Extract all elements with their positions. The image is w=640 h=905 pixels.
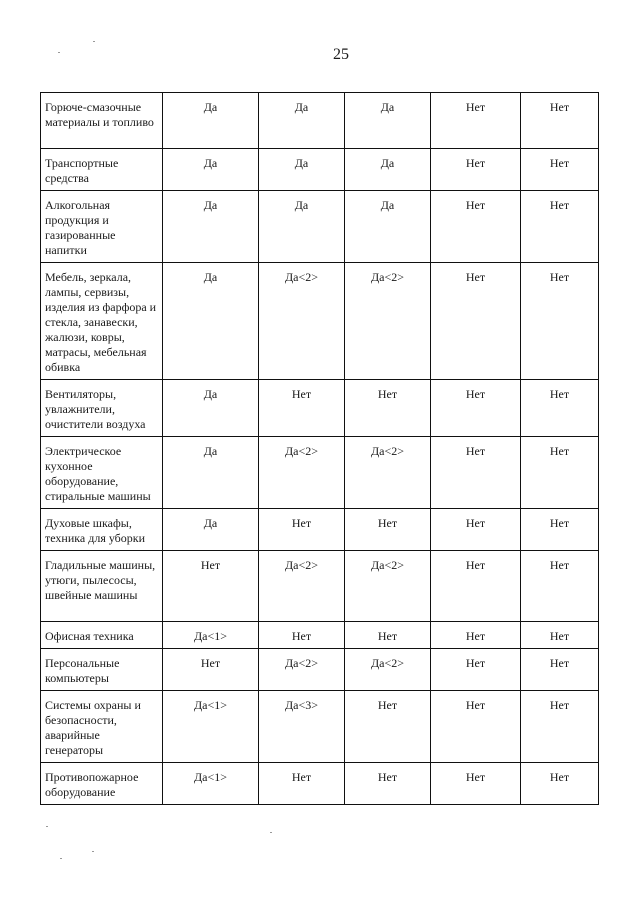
scan-speck xyxy=(58,52,60,53)
row-value: Да xyxy=(163,93,259,149)
row-value: Да<1> xyxy=(163,763,259,805)
row-value: Нет xyxy=(259,509,345,551)
row-value: Нет xyxy=(521,93,599,149)
table-row xyxy=(41,763,599,805)
row-value: Да xyxy=(163,380,259,437)
table-row xyxy=(41,149,599,191)
row-value: Нет xyxy=(431,93,521,149)
row-value: Нет xyxy=(521,191,599,263)
row-value: Нет xyxy=(431,622,521,649)
row-value: Нет xyxy=(521,551,599,622)
row-value: Нет xyxy=(521,763,599,805)
row-category: Алкогольная продукция и газированные напитки xyxy=(41,191,163,263)
row-value: Да xyxy=(163,263,259,380)
row-category: Горюче-смазочные материалы и топливо xyxy=(41,93,163,149)
scan-speck xyxy=(60,858,62,859)
row-value: Да xyxy=(259,149,345,191)
row-value: Да<2> xyxy=(345,649,431,691)
row-value: Да<2> xyxy=(259,263,345,380)
row-value: Да xyxy=(345,149,431,191)
row-value: Нет xyxy=(431,763,521,805)
row-value: Нет xyxy=(521,149,599,191)
row-value: Да xyxy=(163,149,259,191)
row-value: Да xyxy=(163,191,259,263)
row-value: Нет xyxy=(163,649,259,691)
row-value: Нет xyxy=(259,622,345,649)
row-value: Нет xyxy=(345,509,431,551)
row-value: Да<1> xyxy=(163,691,259,763)
row-value: Да xyxy=(163,509,259,551)
row-value: Нет xyxy=(345,763,431,805)
row-category: Духовые шкафы, техника для уборки xyxy=(41,509,163,551)
table-body xyxy=(41,93,599,805)
row-value: Да<3> xyxy=(259,691,345,763)
row-value: Да<2> xyxy=(345,551,431,622)
row-category: Вентиляторы, увлажнители, очистители воздуха xyxy=(41,380,163,437)
row-category: Системы охраны и безопасности, аварийные генераторы xyxy=(41,691,163,763)
row-category: Противопожарное оборудование xyxy=(41,763,163,805)
row-value: Нет xyxy=(431,509,521,551)
row-value: Нет xyxy=(521,380,599,437)
row-value: Да<2> xyxy=(345,437,431,509)
scan-speck xyxy=(270,832,272,833)
row-value: Да<2> xyxy=(259,551,345,622)
row-category: Персональные компьютеры xyxy=(41,649,163,691)
page-number: 25 xyxy=(333,46,349,63)
row-category: Офисная техника xyxy=(41,622,163,649)
table-row xyxy=(41,551,599,622)
table-row xyxy=(41,437,599,509)
data-table xyxy=(40,92,599,805)
row-category: Гладильные машины, утюги, пылесосы, швейные машины xyxy=(41,551,163,622)
row-value: Нет xyxy=(521,263,599,380)
table-row xyxy=(41,691,599,763)
row-value: Нет xyxy=(521,437,599,509)
table-row xyxy=(41,263,599,380)
row-value: Да<2> xyxy=(259,649,345,691)
row-value: Нет xyxy=(521,509,599,551)
row-value: Нет xyxy=(431,263,521,380)
row-category: Транспортные средства xyxy=(41,149,163,191)
row-category: Мебель, зеркала, лампы, сервизы, изделия из фарфора и стекла, занавески, жалюзи, ковры, матрасы, мебельная обивка xyxy=(41,263,163,380)
row-value: Да<2> xyxy=(259,437,345,509)
row-value: Да xyxy=(345,191,431,263)
row-value: Да xyxy=(259,191,345,263)
row-value: Нет xyxy=(431,149,521,191)
row-value: Нет xyxy=(431,691,521,763)
row-value: Нет xyxy=(259,763,345,805)
row-value: Да xyxy=(163,437,259,509)
row-value: Да xyxy=(345,93,431,149)
scan-speck xyxy=(46,826,48,827)
row-value: Нет xyxy=(431,437,521,509)
scan-speck xyxy=(92,851,94,852)
row-value: Нет xyxy=(259,380,345,437)
row-value: Нет xyxy=(431,649,521,691)
table-row xyxy=(41,649,599,691)
table-row xyxy=(41,191,599,263)
row-value: Нет xyxy=(521,691,599,763)
row-value: Нет xyxy=(345,380,431,437)
row-value: Нет xyxy=(431,380,521,437)
row-value: Да xyxy=(259,93,345,149)
table-row xyxy=(41,93,599,149)
row-value: Нет xyxy=(521,622,599,649)
table-row xyxy=(41,622,599,649)
table-row xyxy=(41,380,599,437)
table-row xyxy=(41,509,599,551)
row-value: Нет xyxy=(521,649,599,691)
row-value: Нет xyxy=(345,622,431,649)
row-category: Электрическое кухонное оборудование, стиральные машины xyxy=(41,437,163,509)
row-value: Нет xyxy=(163,551,259,622)
row-value: Нет xyxy=(345,691,431,763)
row-value: Да<1> xyxy=(163,622,259,649)
row-value: Нет xyxy=(431,191,521,263)
scan-speck xyxy=(93,41,95,42)
row-value: Нет xyxy=(431,551,521,622)
row-value: Да<2> xyxy=(345,263,431,380)
